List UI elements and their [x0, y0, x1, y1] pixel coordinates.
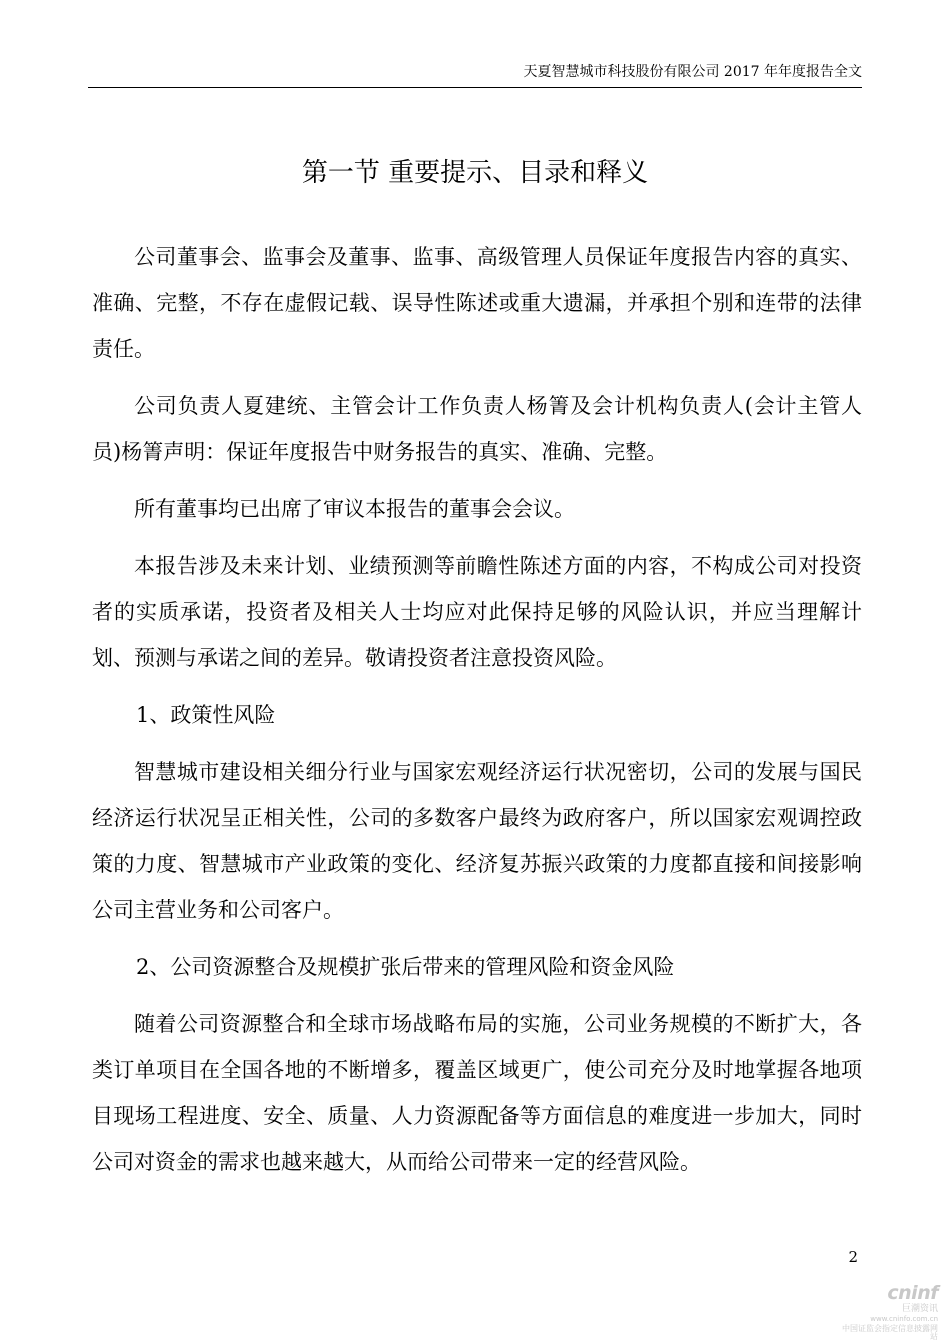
header-divider — [88, 87, 862, 88]
risk-body-management: 随着公司资源整合和全球市场战略布局的实施，公司业务规模的不断扩大，各类订单项目在全国各地的不断增多，覆盖区域更广，使公司充分及时地掌握各地项目现场工程进度、安全、质量、人力资源配备等方面信息的难度进一步加大，同时公司对资金的需求也越来越大，从而给公司带来一定的经营风险。 — [92, 1012, 862, 1174]
section-title: 第一节 重要提示、目录和释义 — [301, 158, 649, 188]
watermark-brand: cninf — [887, 1282, 938, 1304]
page-number: 2 — [848, 1248, 858, 1266]
watermark-url: www.cninfo.com.cn — [870, 1315, 938, 1323]
risk-body-policy: 智慧城市建设相关细分行业与国家宏观经济运行状况密切，公司的发展与国民经济运行状况呈正相关性，公司的多数客户最终为政府客户，所以国家宏观调控政策的力度、智慧城市产业政策的变化、经济复苏振兴政策的力度都直接和间接影响公司主营业务和公司客户。 — [92, 760, 862, 922]
paragraph-board-attendance: 所有董事均已出席了审议本报告的董事会会议。 — [134, 497, 575, 521]
document-body — [92, 234, 862, 1196]
paragraph-responsibility: 公司董事会、监事会及董事、监事、高级管理人员保证年度报告内容的真实、准确、完整，不存在虚假记载、误导性陈述或重大遗漏，并承担个别和连带的法律责任。 — [92, 245, 862, 361]
paragraph-forward-looking: 本报告涉及未来计划、业绩预测等前瞻性陈述方面的内容，不构成公司对投资者的实质承诺，投资者及相关人士均应对此保持足够的风险认识，并应当理解计划、预测与承诺之间的差异。敬请投资者注意投资风险。 — [92, 554, 862, 670]
paragraph-officer-statement: 公司负责人夏建统、主管会计工作负责人杨箐及会计机构负责人(会计主管人员)杨箐声明：保证年度报告中财务报告的真实、准确、完整。 — [92, 394, 862, 464]
watermark-cn-name: 巨潮资讯 — [901, 1304, 938, 1314]
cninfo-watermark-logo — [838, 1282, 938, 1341]
watermark-tagline: 中国证监会指定信息披露网站 — [842, 1324, 938, 1341]
risk-heading-management: 2、公司资源整合及规模扩张后带来的管理风险和资金风险 — [136, 955, 675, 979]
risk-heading-policy: 1、政策性风险 — [136, 703, 276, 727]
running-header: 天夏智慧城市科技股份有限公司 2017 年年度报告全文 — [523, 64, 862, 80]
